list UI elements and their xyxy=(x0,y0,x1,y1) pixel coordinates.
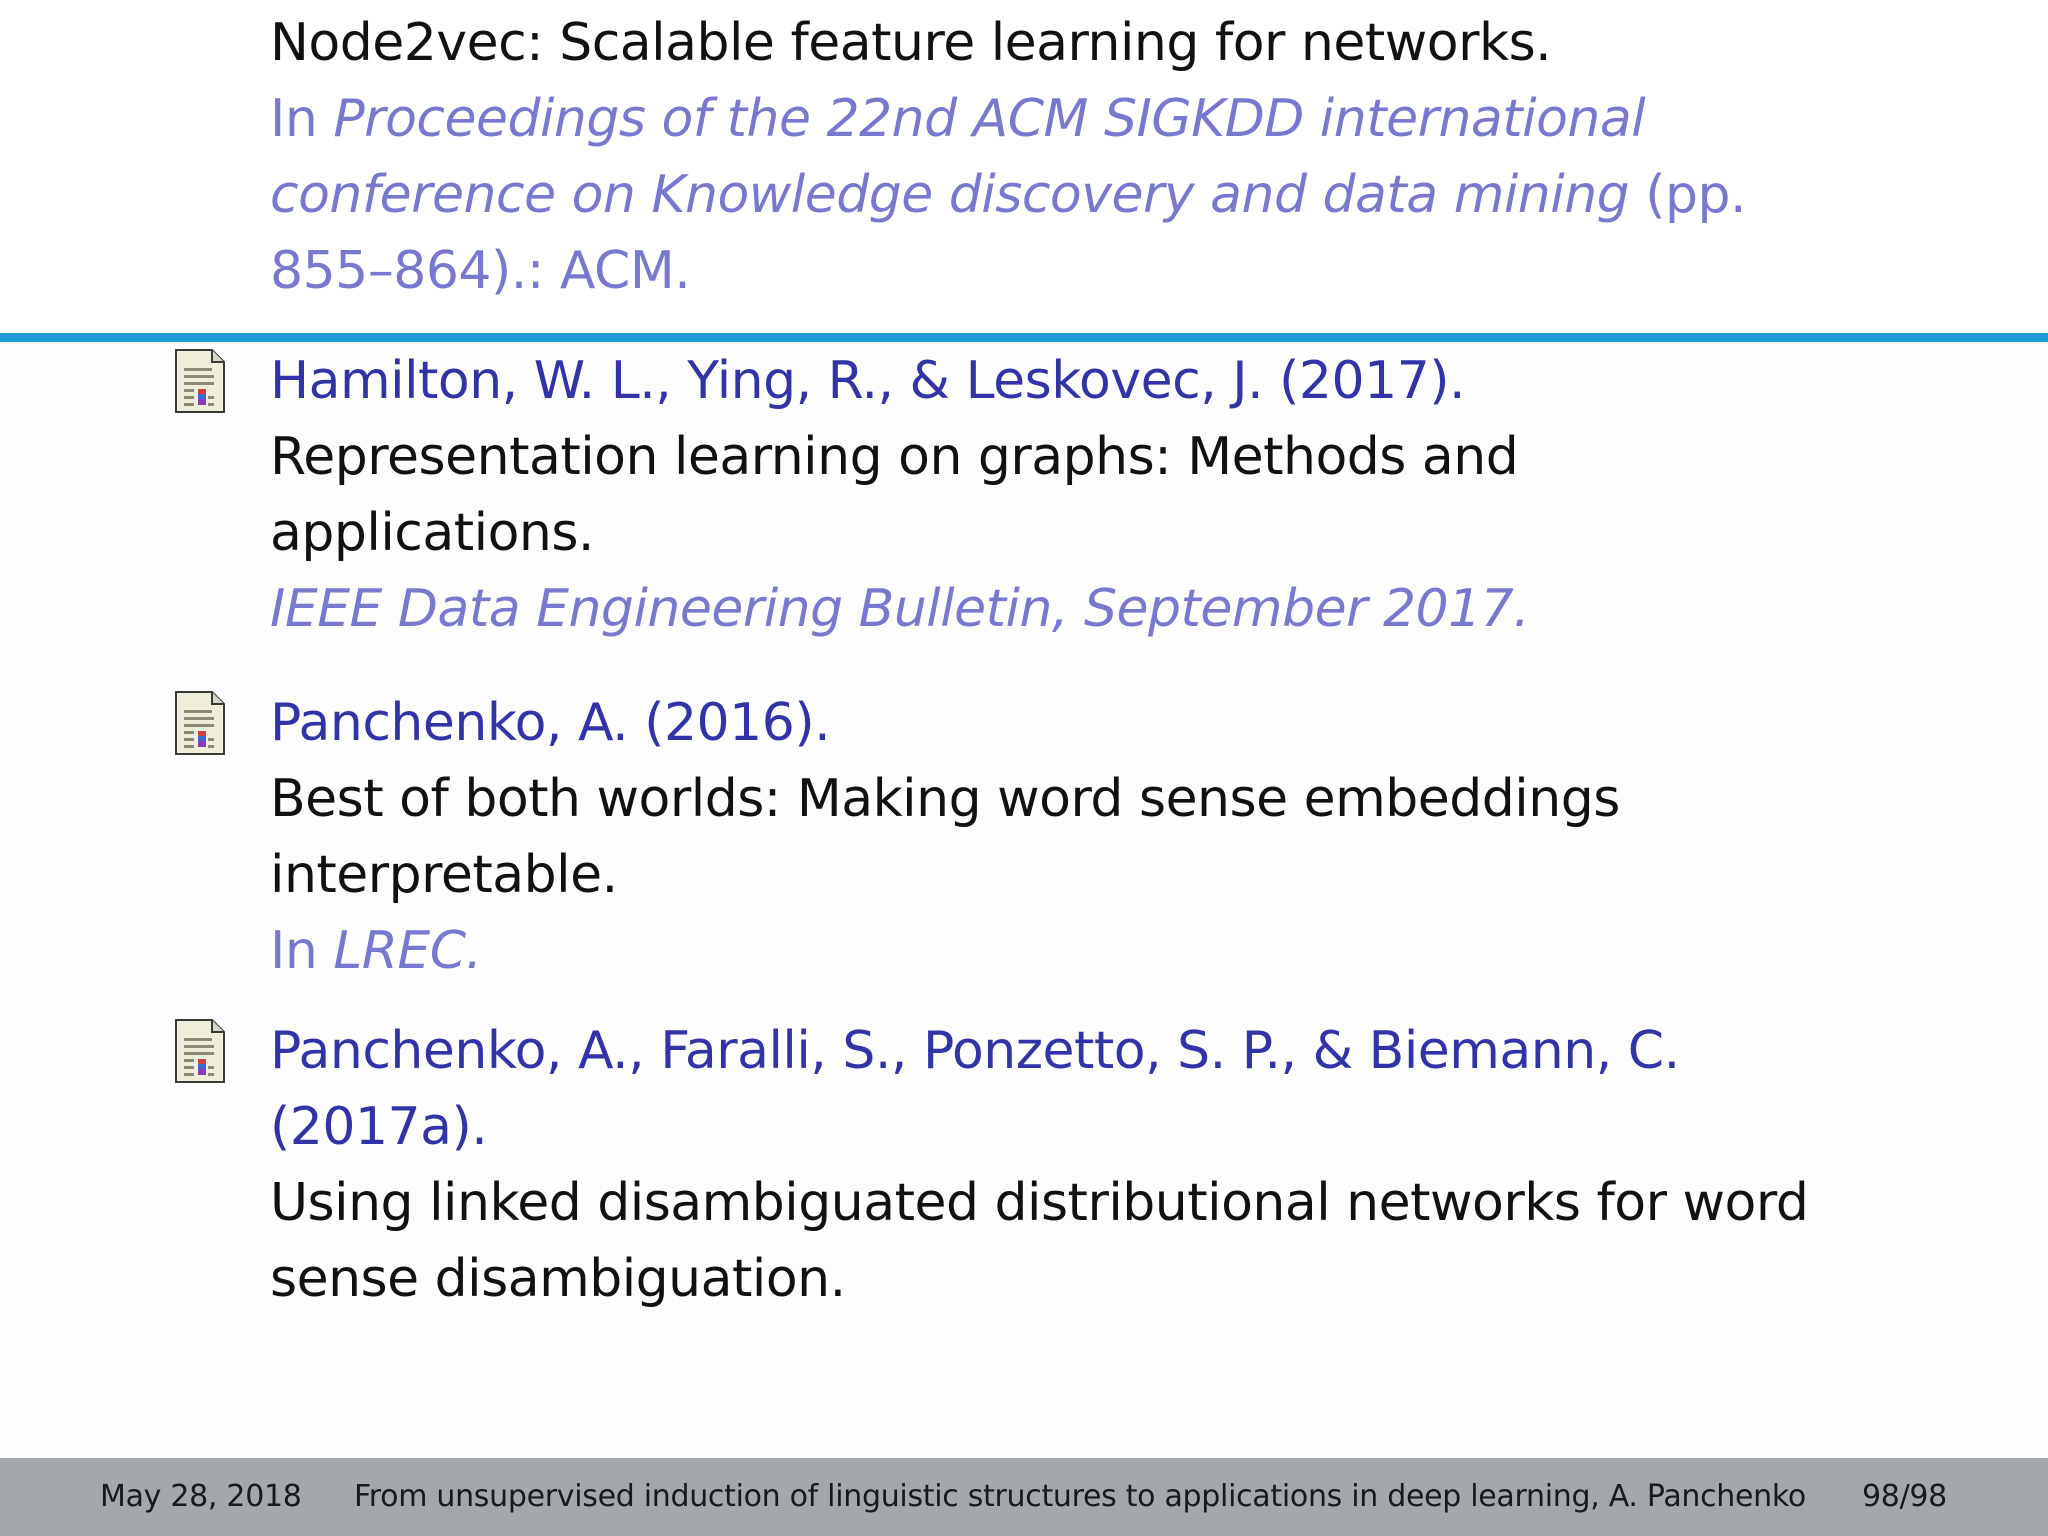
footer-page-number: 98/98 xyxy=(1862,1479,1947,1514)
article-document-icon xyxy=(174,1018,226,1084)
entry-venue: 855–864).: ACM. xyxy=(270,241,691,301)
entry-title: Node2vec: Scalable feature learning for networks. xyxy=(270,13,1552,73)
entry-venue: In Proceedings of the 22nd ACM SIGKDD international xyxy=(270,89,1646,149)
article-document-icon xyxy=(174,348,226,414)
page-divider xyxy=(0,333,2048,342)
entry-venue: In LREC. xyxy=(270,921,482,981)
entry-venue: IEEE Data Engineering Bulletin, September 2017. xyxy=(270,579,1530,639)
entry-title: sense disambiguation. xyxy=(270,1249,846,1309)
entry-authors: Hamilton, W. L., Ying, R., & Leskovec, J. (2017). xyxy=(270,351,1466,411)
entry-authors: Panchenko, A., Faralli, S., Ponzetto, S. P., & Biemann, C. xyxy=(270,1021,1680,1081)
entry-authors: Panchenko, A. (2016). xyxy=(270,693,831,753)
footer-talk-title: From unsupervised induction of linguistic structures to applications in deep learning, A. Panchenko xyxy=(354,1479,1806,1514)
entry-title: Using linked disambiguated distributional networks for word xyxy=(270,1173,1809,1233)
slide-footer xyxy=(0,1458,2048,1536)
entry-title: interpretable. xyxy=(270,845,618,905)
entry-title: Best of both worlds: Making word sense embeddings xyxy=(270,769,1620,829)
entry-authors: (2017a). xyxy=(270,1097,488,1157)
entry-venue: conference on Knowledge discovery and data mining (pp. xyxy=(270,165,1747,225)
entry-title: Representation learning on graphs: Methods and xyxy=(270,427,1519,487)
article-document-icon xyxy=(174,690,226,756)
entry-title: applications. xyxy=(270,503,594,563)
footer-date: May 28, 2018 xyxy=(100,1479,302,1514)
